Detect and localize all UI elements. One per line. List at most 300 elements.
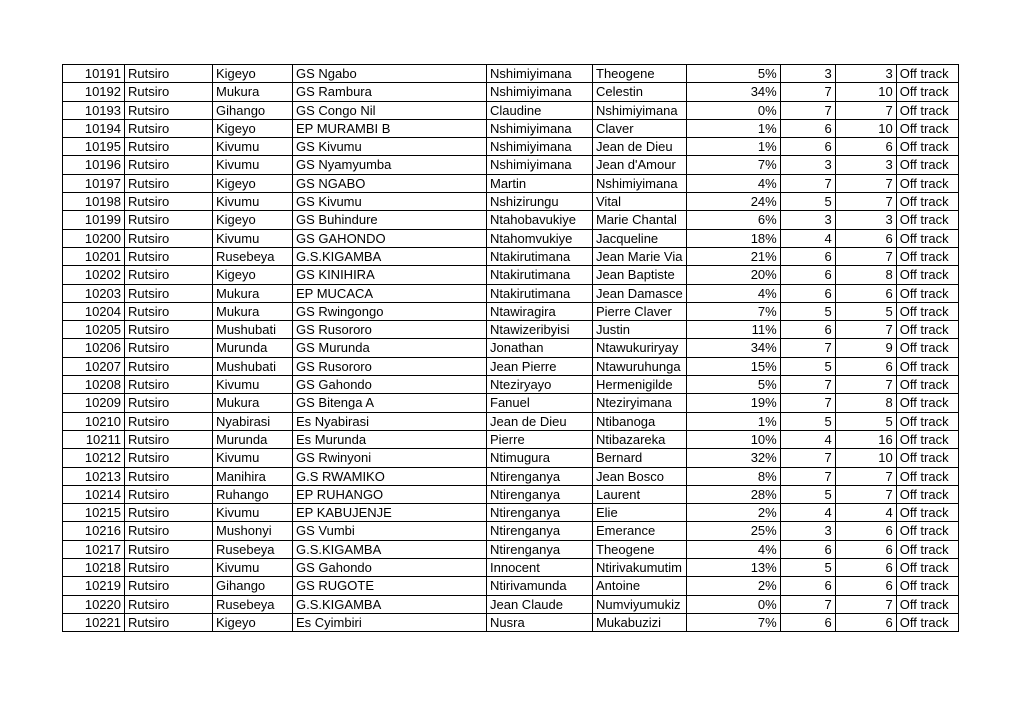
cell-num_a: 4	[780, 430, 835, 448]
cell-name_a: Ntakirutimana	[487, 284, 593, 302]
cell-id: 10213	[63, 467, 125, 485]
cell-status: Off track	[896, 412, 958, 430]
cell-id: 10207	[63, 357, 125, 375]
cell-status: Off track	[896, 577, 958, 595]
cell-status: Off track	[896, 559, 958, 577]
cell-num_b: 7	[835, 595, 896, 613]
cell-status: Off track	[896, 284, 958, 302]
cell-status: Off track	[896, 193, 958, 211]
cell-name_a: Ntimugura	[487, 449, 593, 467]
cell-id: 10214	[63, 485, 125, 503]
cell-percent: 5%	[686, 376, 780, 394]
cell-num_a: 7	[780, 339, 835, 357]
table-row	[63, 577, 959, 595]
cell-num_b: 6	[835, 613, 896, 631]
cell-num_b: 6	[835, 284, 896, 302]
table-row	[63, 101, 959, 119]
cell-id: 10211	[63, 430, 125, 448]
cell-id: 10204	[63, 302, 125, 320]
cell-num_b: 5	[835, 302, 896, 320]
cell-sector: Kivumu	[213, 193, 293, 211]
cell-id: 10194	[63, 119, 125, 137]
cell-school: GS Gahondo	[293, 559, 487, 577]
cell-percent: 34%	[686, 83, 780, 101]
cell-percent: 4%	[686, 174, 780, 192]
cell-num_b: 4	[835, 504, 896, 522]
cell-num_b: 7	[835, 321, 896, 339]
cell-name_a: Pierre	[487, 430, 593, 448]
cell-sector: Kigeyo	[213, 119, 293, 137]
cell-district: Rutsiro	[125, 376, 213, 394]
cell-school: GS Nyamyumba	[293, 156, 487, 174]
cell-status: Off track	[896, 522, 958, 540]
cell-name_a: Martin	[487, 174, 593, 192]
cell-name_b: Pierre Claver	[593, 302, 687, 320]
table-row	[63, 449, 959, 467]
cell-num_a: 7	[780, 376, 835, 394]
cell-id: 10220	[63, 595, 125, 613]
cell-school: GS GAHONDO	[293, 229, 487, 247]
cell-sector: Mukura	[213, 83, 293, 101]
cell-percent: 0%	[686, 595, 780, 613]
cell-sector: Kivumu	[213, 156, 293, 174]
cell-num_a: 7	[780, 101, 835, 119]
cell-percent: 0%	[686, 101, 780, 119]
cell-school: GS Vumbi	[293, 522, 487, 540]
cell-school: EP RUHANGO	[293, 485, 487, 503]
cell-district: Rutsiro	[125, 485, 213, 503]
cell-school: GS Murunda	[293, 339, 487, 357]
table-row	[63, 193, 959, 211]
cell-id: 10202	[63, 266, 125, 284]
cell-name_b: Nshimiyimana	[593, 101, 687, 119]
cell-sector: Kigeyo	[213, 65, 293, 83]
cell-num_a: 7	[780, 449, 835, 467]
cell-school: GS RUGOTE	[293, 577, 487, 595]
cell-status: Off track	[896, 449, 958, 467]
cell-num_b: 16	[835, 430, 896, 448]
cell-school: GS Rambura	[293, 83, 487, 101]
data-table	[62, 64, 959, 632]
cell-percent: 2%	[686, 577, 780, 595]
cell-num_a: 6	[780, 613, 835, 631]
cell-id: 10199	[63, 211, 125, 229]
cell-district: Rutsiro	[125, 540, 213, 558]
cell-num_a: 7	[780, 174, 835, 192]
cell-num_a: 5	[780, 412, 835, 430]
table-row	[63, 266, 959, 284]
cell-id: 10205	[63, 321, 125, 339]
cell-district: Rutsiro	[125, 156, 213, 174]
cell-id: 10196	[63, 156, 125, 174]
cell-name_a: Nshimiyimana	[487, 65, 593, 83]
cell-status: Off track	[896, 119, 958, 137]
cell-district: Rutsiro	[125, 247, 213, 265]
cell-school: GS Congo Nil	[293, 101, 487, 119]
cell-num_a: 7	[780, 394, 835, 412]
cell-sector: Manihira	[213, 467, 293, 485]
cell-school: EP MUCACA	[293, 284, 487, 302]
cell-school: EP MURAMBI B	[293, 119, 487, 137]
cell-school: GS Gahondo	[293, 376, 487, 394]
cell-district: Rutsiro	[125, 577, 213, 595]
cell-id: 10210	[63, 412, 125, 430]
cell-status: Off track	[896, 138, 958, 156]
cell-district: Rutsiro	[125, 339, 213, 357]
cell-sector: Kivumu	[213, 504, 293, 522]
cell-id: 10208	[63, 376, 125, 394]
cell-district: Rutsiro	[125, 119, 213, 137]
cell-num_b: 6	[835, 357, 896, 375]
cell-sector: Mushubati	[213, 357, 293, 375]
cell-num_a: 7	[780, 467, 835, 485]
table-row	[63, 156, 959, 174]
cell-num_a: 5	[780, 559, 835, 577]
cell-name_b: Ntawuruhunga	[593, 357, 687, 375]
cell-num_b: 7	[835, 101, 896, 119]
cell-district: Rutsiro	[125, 522, 213, 540]
cell-name_a: Nshimiyimana	[487, 83, 593, 101]
cell-num_a: 4	[780, 504, 835, 522]
cell-status: Off track	[896, 156, 958, 174]
cell-school: GS Kivumu	[293, 193, 487, 211]
cell-num_b: 3	[835, 211, 896, 229]
cell-status: Off track	[896, 302, 958, 320]
cell-percent: 18%	[686, 229, 780, 247]
cell-sector: Rusebeya	[213, 595, 293, 613]
cell-id: 10191	[63, 65, 125, 83]
cell-num_a: 4	[780, 229, 835, 247]
cell-id: 10201	[63, 247, 125, 265]
cell-num_b: 6	[835, 559, 896, 577]
cell-name_a: Jean Pierre	[487, 357, 593, 375]
cell-district: Rutsiro	[125, 394, 213, 412]
table-row	[63, 247, 959, 265]
cell-num_a: 6	[780, 577, 835, 595]
cell-num_b: 8	[835, 266, 896, 284]
cell-sector: Nyabirasi	[213, 412, 293, 430]
cell-percent: 24%	[686, 193, 780, 211]
cell-sector: Kivumu	[213, 559, 293, 577]
table-row	[63, 284, 959, 302]
cell-district: Rutsiro	[125, 467, 213, 485]
cell-district: Rutsiro	[125, 174, 213, 192]
cell-num_a: 3	[780, 211, 835, 229]
cell-status: Off track	[896, 339, 958, 357]
cell-district: Rutsiro	[125, 229, 213, 247]
cell-percent: 25%	[686, 522, 780, 540]
cell-name_a: Ntakirutimana	[487, 247, 593, 265]
cell-num_b: 8	[835, 394, 896, 412]
cell-percent: 7%	[686, 156, 780, 174]
sheet-page	[62, 64, 959, 632]
cell-percent: 1%	[686, 138, 780, 156]
cell-name_b: Ntawukuriryay	[593, 339, 687, 357]
cell-sector: Kivumu	[213, 138, 293, 156]
cell-district: Rutsiro	[125, 357, 213, 375]
cell-school: Es Nyabirasi	[293, 412, 487, 430]
cell-num_b: 7	[835, 193, 896, 211]
cell-num_b: 7	[835, 247, 896, 265]
cell-sector: Mukura	[213, 302, 293, 320]
cell-name_b: Numviyumukiz	[593, 595, 687, 613]
cell-name_b: Elie	[593, 504, 687, 522]
cell-percent: 1%	[686, 412, 780, 430]
cell-name_a: Ntawizeribyisi	[487, 321, 593, 339]
cell-num_b: 6	[835, 522, 896, 540]
cell-name_a: Fanuel	[487, 394, 593, 412]
cell-sector: Murunda	[213, 339, 293, 357]
cell-district: Rutsiro	[125, 211, 213, 229]
table-row	[63, 174, 959, 192]
cell-percent: 19%	[686, 394, 780, 412]
cell-status: Off track	[896, 376, 958, 394]
table-row	[63, 504, 959, 522]
cell-name_b: Jean d'Amour	[593, 156, 687, 174]
cell-id: 10200	[63, 229, 125, 247]
cell-school: GS Bitenga A	[293, 394, 487, 412]
cell-name_a: Nshizirungu	[487, 193, 593, 211]
table-row	[63, 119, 959, 137]
cell-name_b: Claver	[593, 119, 687, 137]
cell-num_a: 5	[780, 485, 835, 503]
cell-name_b: Nteziryimana	[593, 394, 687, 412]
cell-status: Off track	[896, 174, 958, 192]
cell-district: Rutsiro	[125, 595, 213, 613]
cell-name_b: Vital	[593, 193, 687, 211]
cell-name_a: Ntahomvukiye	[487, 229, 593, 247]
cell-school: G.S.KIGAMBA	[293, 595, 487, 613]
cell-name_b: Jacqueline	[593, 229, 687, 247]
cell-num_a: 6	[780, 247, 835, 265]
cell-sector: Kigeyo	[213, 174, 293, 192]
cell-school: Es Murunda	[293, 430, 487, 448]
cell-name_b: Emerance	[593, 522, 687, 540]
cell-sector: Gihango	[213, 101, 293, 119]
table-row	[63, 613, 959, 631]
table-row	[63, 430, 959, 448]
cell-id: 10197	[63, 174, 125, 192]
cell-status: Off track	[896, 540, 958, 558]
cell-num_b: 6	[835, 229, 896, 247]
cell-name_a: Ntirenganya	[487, 522, 593, 540]
table-row	[63, 522, 959, 540]
cell-status: Off track	[896, 613, 958, 631]
table-row	[63, 83, 959, 101]
cell-name_b: Antoine	[593, 577, 687, 595]
cell-school: GS Buhindure	[293, 211, 487, 229]
cell-id: 10221	[63, 613, 125, 631]
cell-school: G.S.KIGAMBA	[293, 540, 487, 558]
cell-id: 10198	[63, 193, 125, 211]
cell-id: 10203	[63, 284, 125, 302]
cell-name_b: Justin	[593, 321, 687, 339]
cell-sector: Murunda	[213, 430, 293, 448]
cell-num_b: 7	[835, 467, 896, 485]
cell-name_a: Ntirenganya	[487, 467, 593, 485]
cell-name_a: Nusra	[487, 613, 593, 631]
table-row	[63, 321, 959, 339]
cell-sector: Kivumu	[213, 229, 293, 247]
cell-name_a: Ntakirutimana	[487, 266, 593, 284]
cell-num_a: 3	[780, 156, 835, 174]
cell-status: Off track	[896, 83, 958, 101]
cell-district: Rutsiro	[125, 193, 213, 211]
table-row	[63, 376, 959, 394]
cell-num_b: 3	[835, 156, 896, 174]
cell-num_b: 6	[835, 540, 896, 558]
cell-percent: 11%	[686, 321, 780, 339]
cell-name_a: Jean de Dieu	[487, 412, 593, 430]
cell-id: 10193	[63, 101, 125, 119]
cell-name_b: Marie Chantal	[593, 211, 687, 229]
cell-name_a: Ntirivamunda	[487, 577, 593, 595]
cell-num_b: 7	[835, 485, 896, 503]
cell-num_a: 6	[780, 119, 835, 137]
cell-num_b: 6	[835, 577, 896, 595]
cell-name_a: Nshimiyimana	[487, 138, 593, 156]
cell-sector: Ruhango	[213, 485, 293, 503]
cell-school: GS Rwinyoni	[293, 449, 487, 467]
cell-school: G.S.KIGAMBA	[293, 247, 487, 265]
cell-school: Es Cyimbiri	[293, 613, 487, 631]
cell-name_a: Ntirenganya	[487, 540, 593, 558]
cell-num_b: 10	[835, 119, 896, 137]
cell-name_a: Ntirenganya	[487, 504, 593, 522]
cell-name_b: Ntibanoga	[593, 412, 687, 430]
table-row	[63, 229, 959, 247]
cell-percent: 4%	[686, 284, 780, 302]
cell-num_a: 5	[780, 193, 835, 211]
cell-percent: 34%	[686, 339, 780, 357]
cell-district: Rutsiro	[125, 101, 213, 119]
cell-district: Rutsiro	[125, 83, 213, 101]
cell-status: Off track	[896, 65, 958, 83]
cell-num_b: 10	[835, 449, 896, 467]
cell-sector: Mushubati	[213, 321, 293, 339]
cell-sector: Kivumu	[213, 376, 293, 394]
table-row	[63, 540, 959, 558]
cell-status: Off track	[896, 266, 958, 284]
cell-id: 10209	[63, 394, 125, 412]
cell-name_a: Nshimiyimana	[487, 119, 593, 137]
table-row	[63, 467, 959, 485]
cell-school: GS Ngabo	[293, 65, 487, 83]
table-row	[63, 65, 959, 83]
cell-district: Rutsiro	[125, 613, 213, 631]
cell-num_b: 7	[835, 174, 896, 192]
cell-id: 10216	[63, 522, 125, 540]
cell-district: Rutsiro	[125, 430, 213, 448]
cell-sector: Rusebeya	[213, 540, 293, 558]
cell-status: Off track	[896, 321, 958, 339]
cell-school: GS Rusororo	[293, 357, 487, 375]
cell-num_a: 3	[780, 65, 835, 83]
cell-status: Off track	[896, 357, 958, 375]
cell-name_b: Mukabuzizi	[593, 613, 687, 631]
cell-num_b: 3	[835, 65, 896, 83]
cell-school: GS KINIHIRA	[293, 266, 487, 284]
cell-school: GS Kivumu	[293, 138, 487, 156]
cell-status: Off track	[896, 101, 958, 119]
cell-num_a: 6	[780, 540, 835, 558]
cell-sector: Mukura	[213, 394, 293, 412]
cell-name_b: Bernard	[593, 449, 687, 467]
cell-name_b: Jean de Dieu	[593, 138, 687, 156]
cell-name_a: Innocent	[487, 559, 593, 577]
cell-name_a: Claudine	[487, 101, 593, 119]
cell-name_a: Nshimiyimana	[487, 156, 593, 174]
cell-name_a: Ntirenganya	[487, 485, 593, 503]
cell-status: Off track	[896, 467, 958, 485]
cell-status: Off track	[896, 595, 958, 613]
table-row	[63, 595, 959, 613]
table-body	[63, 65, 959, 632]
cell-status: Off track	[896, 504, 958, 522]
cell-percent: 32%	[686, 449, 780, 467]
cell-name_b: Ntibazareka	[593, 430, 687, 448]
cell-name_b: Nshimiyimana	[593, 174, 687, 192]
cell-name_b: Jean Baptiste	[593, 266, 687, 284]
cell-sector: Kigeyo	[213, 613, 293, 631]
cell-district: Rutsiro	[125, 65, 213, 83]
cell-num_a: 6	[780, 321, 835, 339]
cell-status: Off track	[896, 430, 958, 448]
cell-district: Rutsiro	[125, 559, 213, 577]
cell-percent: 4%	[686, 540, 780, 558]
cell-id: 10195	[63, 138, 125, 156]
cell-num_a: 7	[780, 595, 835, 613]
cell-percent: 21%	[686, 247, 780, 265]
cell-percent: 28%	[686, 485, 780, 503]
table-row	[63, 559, 959, 577]
cell-name_b: Hermenigilde	[593, 376, 687, 394]
cell-sector: Kigeyo	[213, 211, 293, 229]
cell-num_b: 7	[835, 376, 896, 394]
cell-name_b: Ntirivakumutim	[593, 559, 687, 577]
cell-num_a: 5	[780, 302, 835, 320]
table-row	[63, 412, 959, 430]
cell-percent: 5%	[686, 65, 780, 83]
table-row	[63, 485, 959, 503]
table-row	[63, 211, 959, 229]
cell-id: 10212	[63, 449, 125, 467]
table-row	[63, 138, 959, 156]
cell-num_a: 3	[780, 522, 835, 540]
cell-status: Off track	[896, 485, 958, 503]
cell-district: Rutsiro	[125, 266, 213, 284]
cell-sector: Kigeyo	[213, 266, 293, 284]
cell-district: Rutsiro	[125, 321, 213, 339]
cell-percent: 7%	[686, 613, 780, 631]
cell-name_a: Ntawiragira	[487, 302, 593, 320]
cell-percent: 15%	[686, 357, 780, 375]
cell-sector: Mushonyi	[213, 522, 293, 540]
cell-sector: Rusebeya	[213, 247, 293, 265]
cell-num_b: 10	[835, 83, 896, 101]
cell-status: Off track	[896, 247, 958, 265]
cell-percent: 6%	[686, 211, 780, 229]
cell-percent: 1%	[686, 119, 780, 137]
cell-district: Rutsiro	[125, 504, 213, 522]
cell-status: Off track	[896, 211, 958, 229]
cell-percent: 10%	[686, 430, 780, 448]
cell-name_b: Theogene	[593, 540, 687, 558]
cell-percent: 8%	[686, 467, 780, 485]
cell-id: 10192	[63, 83, 125, 101]
cell-name_a: Ntahobavukiye	[487, 211, 593, 229]
cell-name_a: Jonathan	[487, 339, 593, 357]
